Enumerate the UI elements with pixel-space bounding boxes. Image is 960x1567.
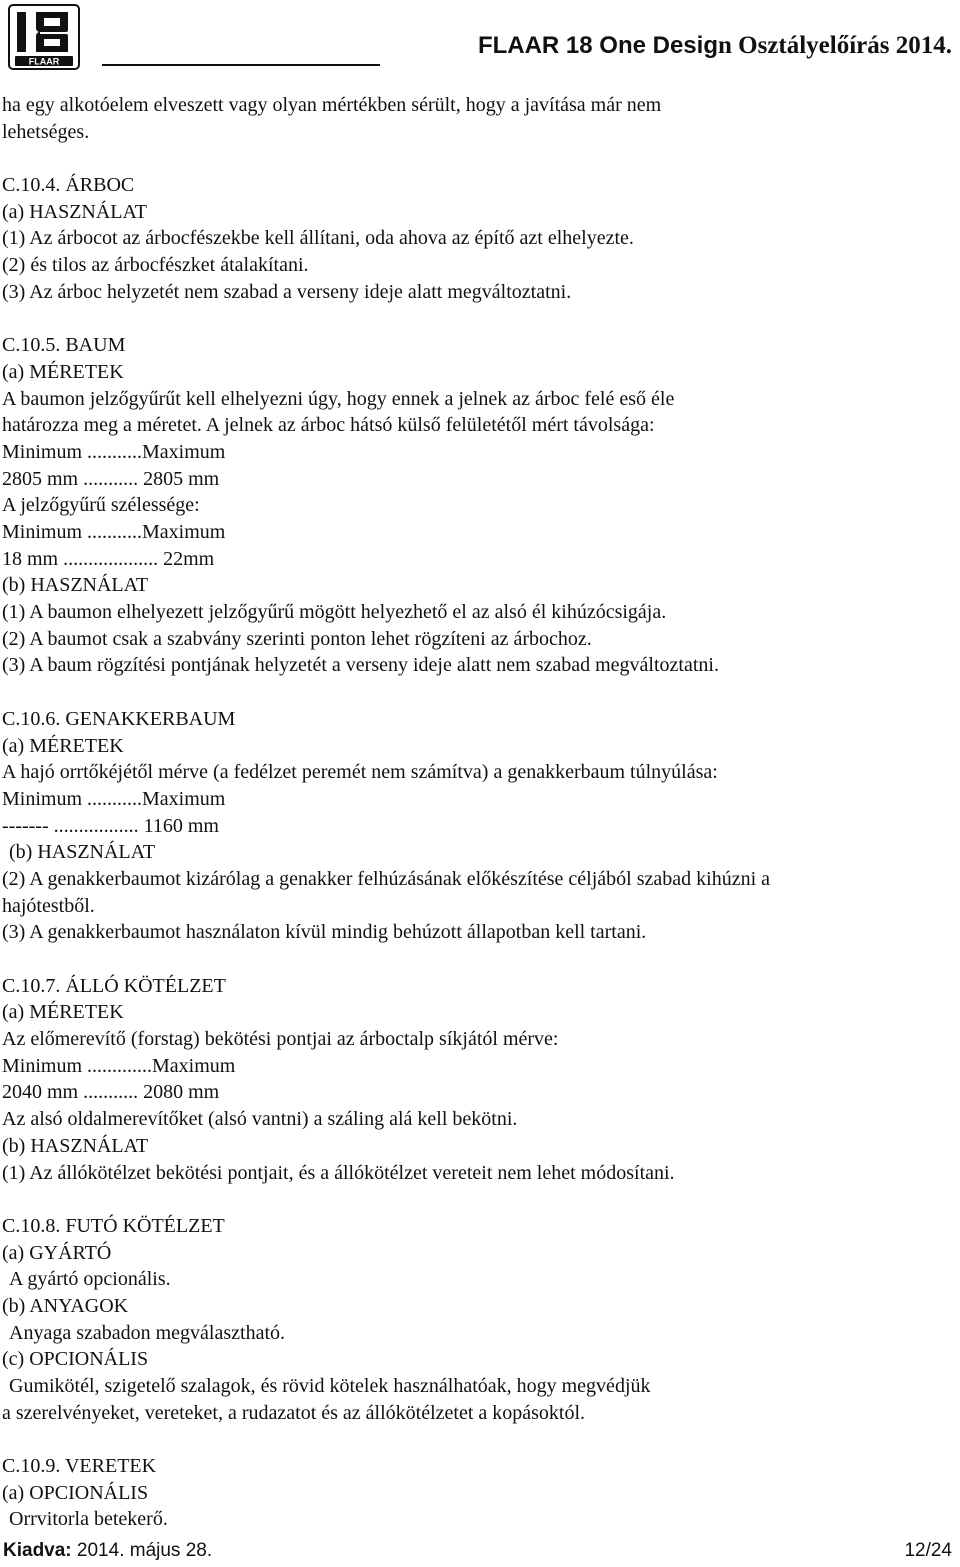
text-line: (a) MÉRETEK (2, 360, 124, 383)
text-line: (2) A baumot csak a szabvány szerinti ponton lehet rögzíteni az árbochoz. (2, 627, 592, 650)
text-line: (a) MÉRETEK (2, 734, 124, 757)
paragraph-gap (2, 679, 932, 706)
header-underline (102, 64, 380, 66)
text-line: (1) A baumon elhelyezett jelzőgyűrű mögött helyezhető el az alsó él kihúzócsigája. (2, 601, 667, 624)
text-line: hajótestből. (2, 894, 95, 917)
text-line: Anyaga szabadon megválasztható. (9, 1321, 286, 1344)
section-heading: C.10.6. GENAKKERBAUM (2, 707, 236, 730)
text-line: (c) OPCIONÁLIS (2, 1348, 149, 1371)
text-line: Gumikötél, szigetelő szalagok, és rövid kötelek használhatóak, hogy megvédjük (9, 1375, 651, 1397)
document-title (478, 30, 952, 61)
text-line: (3) A baum rögzítési pontjának helyzetét a verseny ideje alatt nem szabad megváltoztatni. (2, 654, 719, 677)
text-line: ------- ................. 1160 mm (2, 814, 219, 837)
text-line: a szerelvényeket, vereteket, a rudazatot és az állókötélzetet a kopásoktól. (2, 1401, 586, 1424)
section-heading: C.10.8. FUTÓ KÖTÉLZET (2, 1214, 225, 1237)
text-line: (2) A genakkerbaumot kizárólag a genakker felhúzásának előkészítése céljából szabad kihúzni a (2, 867, 770, 890)
text-line: (1) Az árbocot az árbocfészekbe kell állítani, oda ahova az építő azt elhelyezte. (2, 227, 634, 250)
text-line: A hajó orrtőkéjétől mérve (a fedélzet peremét nem számítva) a genakkerbaum túlnyúlása: (2, 761, 718, 784)
section-heading: C.10.4. ÁRBOC (2, 174, 135, 197)
text-line: (b) HASZNÁLAT (2, 1134, 149, 1157)
text-line: (a) MÉRETEK (2, 1001, 124, 1024)
text-line: (b) ANYAGOK (2, 1294, 129, 1317)
text-line: (3) Az árboc helyzetét nem szabad a verseny ideje alatt megváltoztatni. (2, 280, 572, 303)
page-header (0, 0, 960, 78)
text-line: Minimum ...........Maximum (2, 787, 226, 810)
text-line: Minimum ...........Maximum (2, 521, 226, 543)
text-line: (a) HASZNÁLAT (2, 200, 147, 223)
text-line: határozza meg a méretet. A jelnek az árboc hátsó külső felületétől mért távolsága: (2, 414, 655, 437)
text-line: Orrvitorla betekerő. (9, 1508, 168, 1531)
text-line: 2805 mm ........... 2805 mm (2, 467, 220, 490)
text-line: 2040 mm ........... 2080 mm (2, 1081, 220, 1104)
title-part-2: n Osztályelőírás 2014. (717, 32, 952, 59)
text-line: (b) HASZNÁLAT (2, 574, 149, 597)
text-line: Az alsó oldalmerevítőket (alsó vantni) a száling alá kell bekötni. (2, 1108, 518, 1131)
text-line: (a) GYÁRTÓ (2, 1241, 112, 1264)
logo-text: FLAAR (28, 56, 60, 67)
text-line: A gyártó opcionális. (9, 1268, 171, 1291)
paragraph-gap (2, 946, 932, 973)
text-line: Minimum ...........Maximum (2, 440, 226, 463)
text-line: (b) HASZNÁLAT (9, 841, 156, 864)
text-line: A baumon jelzőgyűrűt kell elhelyezni úgy, hogy ennek a jelnek az árboc felé eső éle (2, 387, 675, 410)
paragraph-gap (2, 306, 932, 333)
text-line: A jelzőgyűrű szélessége: (2, 494, 200, 517)
text-line: 18 mm ................... 22mm (2, 547, 215, 570)
issue-date (3, 1540, 212, 1562)
document-body (2, 92, 932, 1533)
text-line: ha egy alkotóelem elveszett vagy olyan mértékben sérült, hogy a javítása már nem (2, 94, 662, 116)
paragraph-gap (2, 145, 932, 172)
text-line: (1) Az állókötélzet bekötési pontjait, és a állókötélzet vereteit nem lehet módosítani. (2, 1161, 675, 1184)
text-line: (2) és tilos az árbocfészket átalakítani. (2, 254, 309, 277)
text-line: Az előmerevítő (forstag) bekötési pontjai az árboctalp síkjától mérve: (2, 1028, 559, 1051)
flaar-18-logo (8, 4, 80, 70)
section-heading: C.10.5. BAUM (2, 334, 126, 357)
page-number: 12/24 (904, 1540, 952, 1561)
section-heading: C.10.7. ÁLLÓ KÖTÉLZET (2, 974, 226, 997)
paragraph-gap (2, 1186, 932, 1213)
issued-date: 2014. május 28. (76, 1540, 213, 1561)
text-line: (3) A genakkerbaumot használaton kívül mindig behúzott állapotban kell tartani. (2, 921, 647, 944)
issued-label: Kiadva: (3, 1540, 72, 1561)
title-part-1: FLAAR 18 One Desig (477, 32, 718, 59)
section-heading: C.10.9. VERETEK (2, 1455, 157, 1478)
page-footer (0, 1538, 960, 1564)
text-line: (a) OPCIONÁLIS (2, 1481, 149, 1504)
text-line: lehetséges. (2, 120, 90, 143)
paragraph-gap (2, 1426, 932, 1453)
text-line: Minimum .............Maximum (2, 1054, 236, 1077)
